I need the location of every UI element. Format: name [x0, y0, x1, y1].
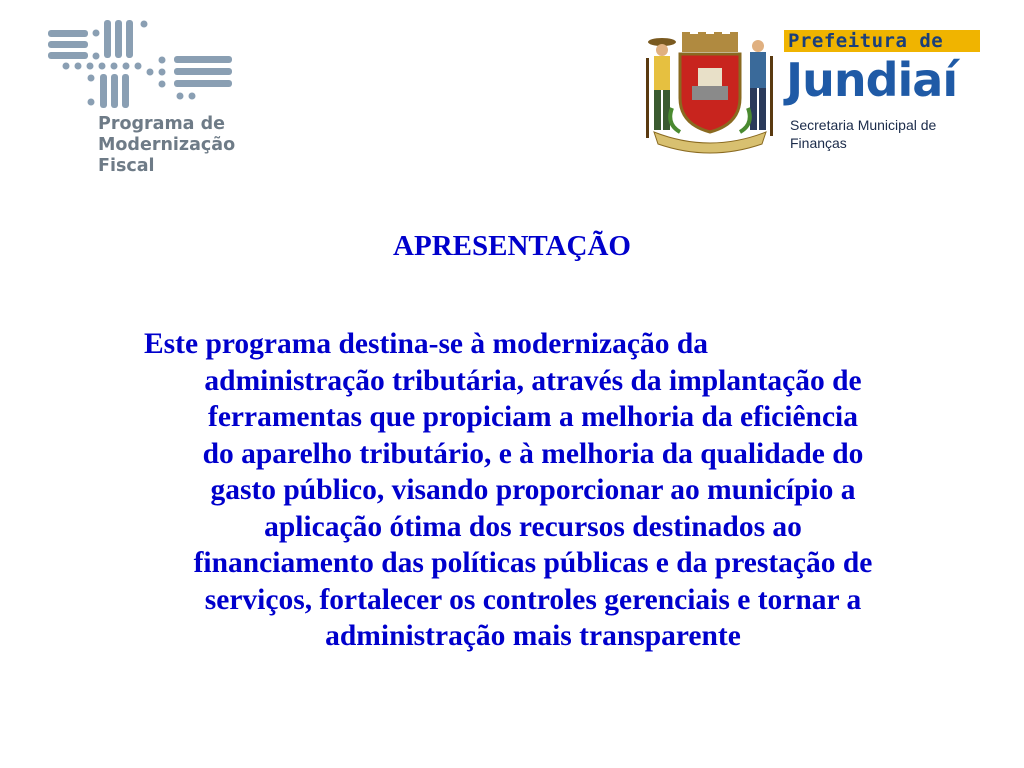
- body-line-8: serviços, fortalecer os controles gerenciais e tornar a: [204, 583, 862, 616]
- body-line-4: do aparelho tributário, e à melhoria da qualidade do: [202, 437, 864, 470]
- pmf-logo-line-3: Fiscal: [98, 156, 155, 176]
- slide-body: [100, 326, 966, 655]
- body-line-9: administração mais transparente: [325, 620, 741, 652]
- pmf-logo-text: [98, 114, 235, 177]
- pmf-logo-line-2: Modernização: [98, 135, 236, 155]
- jundiai-department-line-1: Secretaria Municipal de: [790, 117, 937, 133]
- jundiai-coat-of-arms-icon: [640, 28, 780, 156]
- pmf-logo: [44, 16, 280, 184]
- pmf-logo-line-1: Programa de: [98, 114, 225, 134]
- body-line-6: aplicação ótima dos recursos destinados ao: [264, 510, 802, 543]
- jundiai-department-line-2: Finanças: [790, 135, 847, 151]
- body-line-5: gasto público, visando proporcionar ao município a: [210, 474, 856, 506]
- jundiai-name: Jundiaí: [786, 53, 958, 107]
- jundiai-logo: [640, 28, 980, 156]
- body-line-1: Este programa destina-se à modernização da: [144, 328, 709, 360]
- slide-title: APRESENTAÇÃO: [393, 230, 631, 262]
- body-line-2: administração tributária, através da implantação de: [204, 364, 862, 397]
- body-line-7: financiamento das políticas públicas e da prestação de: [193, 547, 873, 579]
- jundiai-department: [790, 116, 936, 152]
- pmf-logo-mark-icon: [44, 16, 244, 126]
- body-line-3: ferramentas que propiciam a melhoria da eficiência: [208, 401, 858, 433]
- jundiai-banner-text: Prefeitura de: [788, 30, 944, 52]
